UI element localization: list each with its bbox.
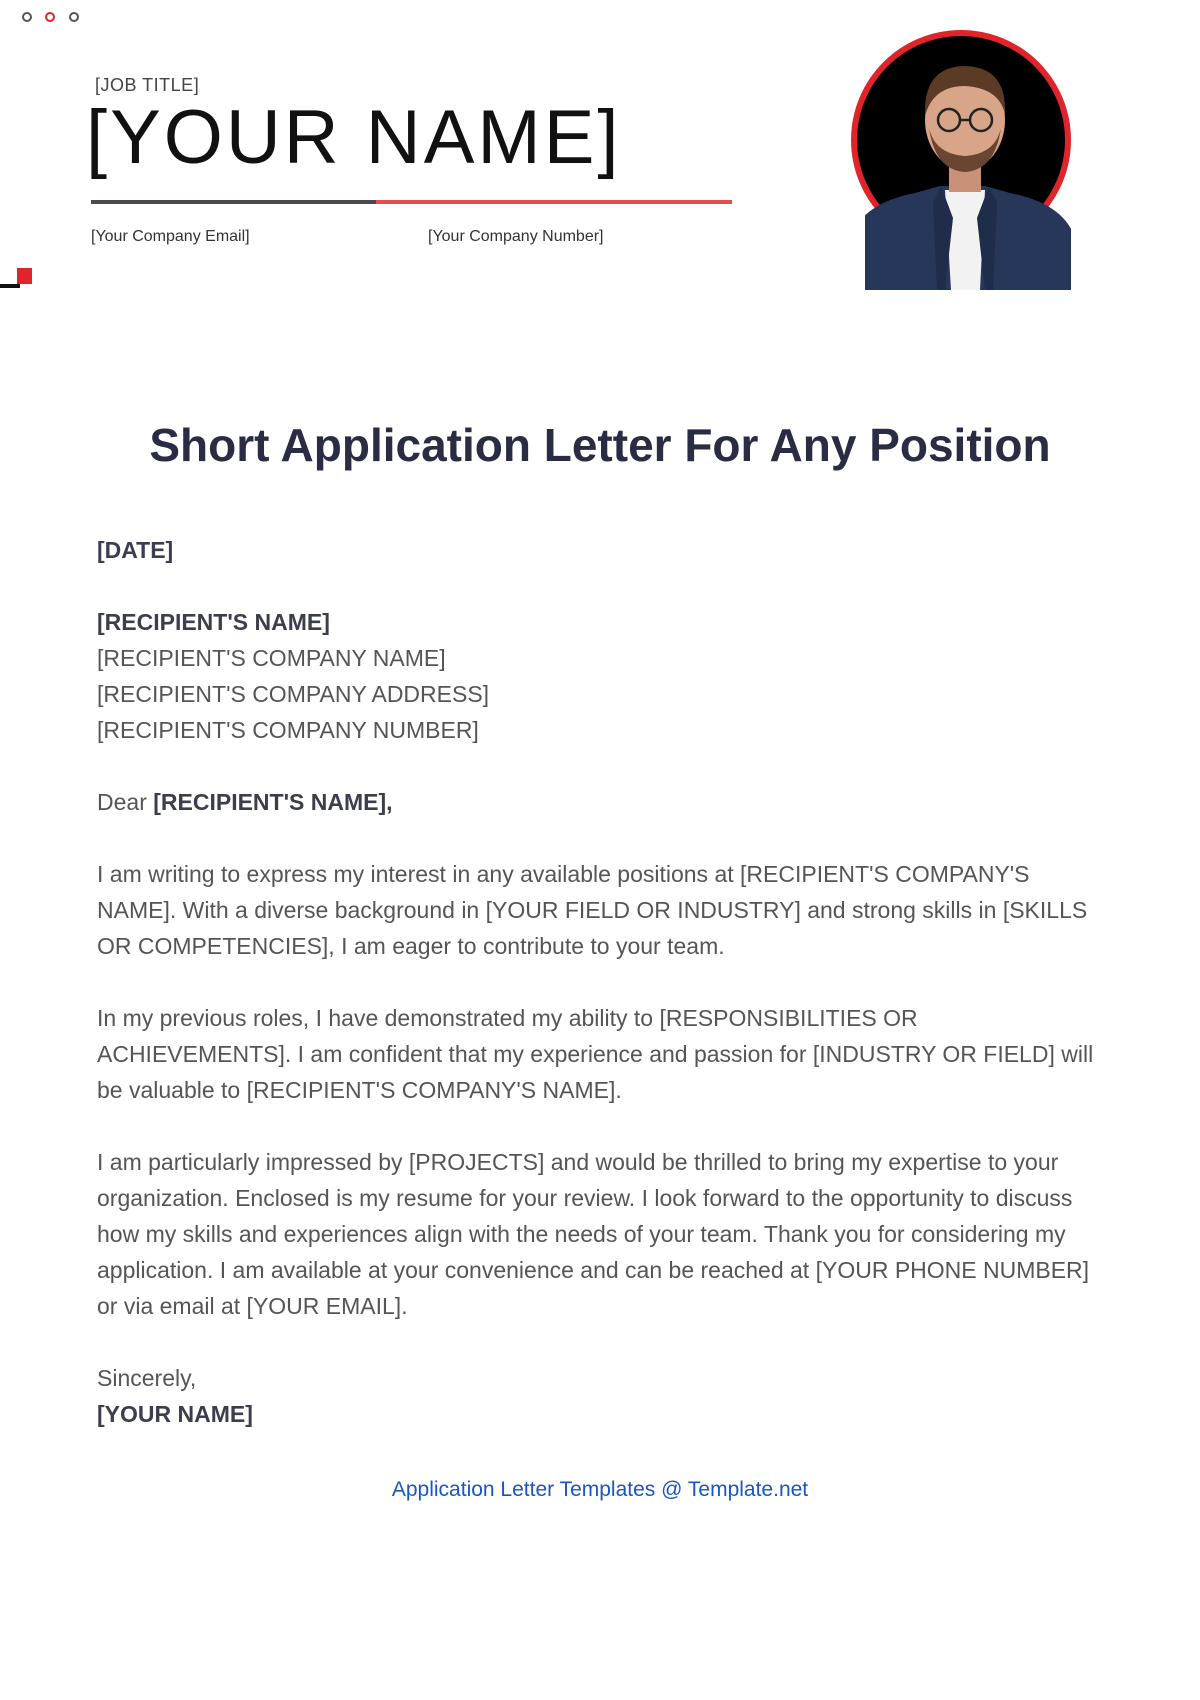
company-number: [Your Company Number] <box>428 228 604 245</box>
dot-icon <box>22 12 32 22</box>
paragraph-3: I am particularly impressed by [PROJECTS] and would be thrilled to bring my expertise to your organization. Enclosed is my resume for your review. I look forward to the opportunity to discuss how my skills and experiences align with the needs of your team. Thank you for considering my application. I am available at your convenience and can be reached at [YOUR PHONE NUMBER] or via email at [YOUR EMAIL]. <box>97 1149 1090 1319</box>
salutation-prefix: Dear <box>97 789 154 815</box>
corner-accent-dark <box>0 284 20 288</box>
signature: [YOUR NAME] <box>97 1401 253 1427</box>
salutation-name: [RECIPIENT'S NAME], <box>153 789 393 815</box>
letter-body <box>97 532 1107 1468</box>
your-name-heading: [YOUR NAME] <box>86 95 622 180</box>
paragraph-2: In my previous roles, I have demonstrated my ability to [RESPONSIBILITIES OR ACHIEVEMENTS]. I am confident that my experience and passion for [INDUSTRY OR FIELD] will be valuable to [RECIPIENT'S COMPANY'S NAME]. <box>97 1005 1094 1103</box>
divider-dark <box>91 200 376 204</box>
letter-date: [DATE] <box>97 537 174 563</box>
job-title: [JOB TITLE] <box>95 75 200 95</box>
footer-link[interactable]: Application Letter Templates @ Template.net <box>391 1478 809 1501</box>
dot-icon <box>45 12 55 22</box>
paragraph-1: I am writing to express my interest in any available positions at [RECIPIENT'S COMPANY'S NAME]. With a diverse background in [YOUR FIELD OR INDUSTRY] and strong skills in [SKILLS OR COMPETENCIES], I am eager to contribute to your team. <box>97 861 1088 959</box>
recipient-name: [RECIPIENT'S NAME] <box>97 609 330 635</box>
recipient-company: [RECIPIENT'S COMPANY NAME] <box>97 645 446 671</box>
page-title: Short Application Letter For Any Position <box>149 419 1051 471</box>
recipient-address: [RECIPIENT'S COMPANY ADDRESS] <box>97 681 490 707</box>
recipient-number: [RECIPIENT'S COMPANY NUMBER] <box>97 717 479 743</box>
profile-photo <box>845 28 1085 290</box>
corner-accent-red <box>17 268 32 284</box>
closing: Sincerely, <box>97 1365 197 1391</box>
dot-icon <box>69 12 79 22</box>
salutation <box>97 784 1107 820</box>
company-email: [Your Company Email] <box>91 228 250 245</box>
divider-red <box>376 200 732 204</box>
